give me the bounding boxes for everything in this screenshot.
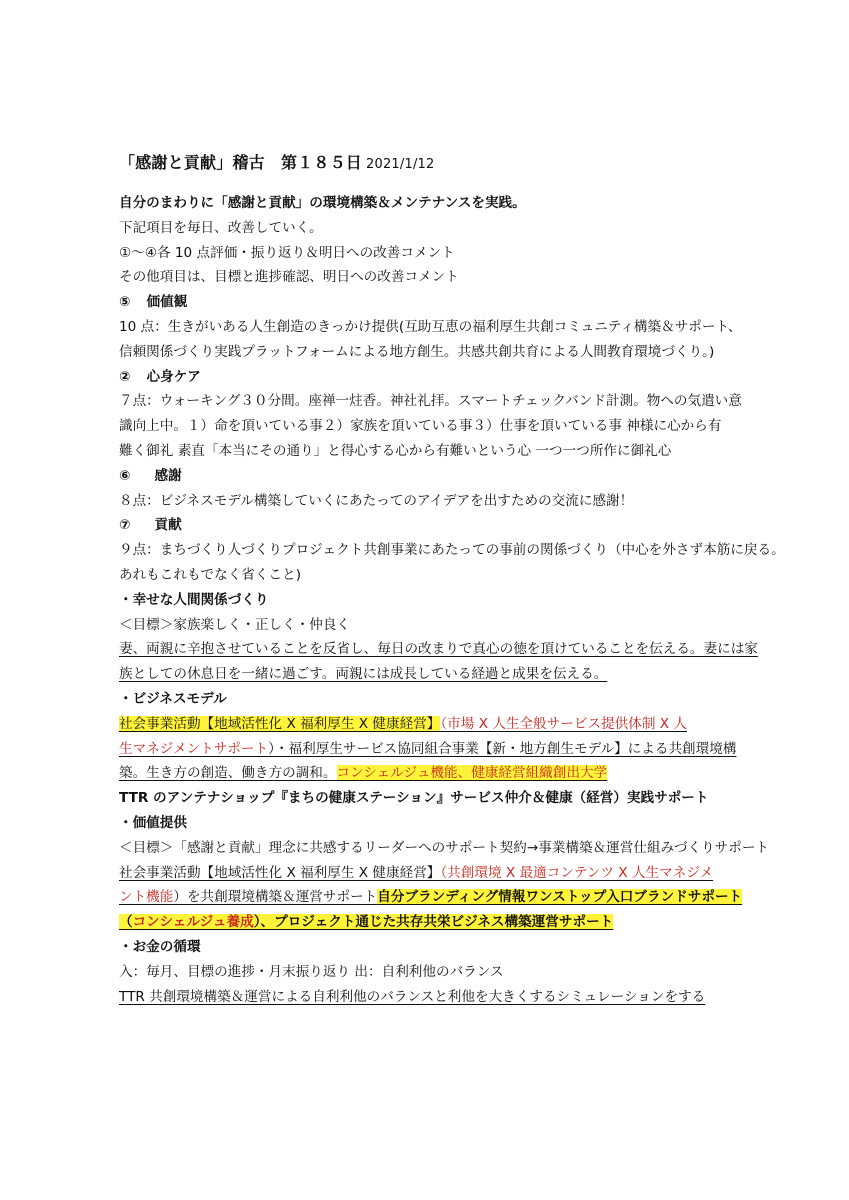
kansha-label: 感謝: [154, 467, 182, 484]
value-line-1: [119, 861, 759, 886]
value-goal: ＜目標＞「感謝と貢献」理念に共感するリーダーへのサポート契約→事業構築＆運営仕組みづくりサポート: [119, 839, 770, 856]
shinshin-number: ②: [119, 368, 131, 385]
value-heading: ・価値提供: [119, 814, 187, 831]
shinshin-line-1: ７点：ウォーキング３０分間。座禅一炷香。神社礼拝。スマートチェックバンド計測。物への気遣い意: [119, 393, 742, 410]
value-text-2: ）を共創環境構築＆運営サポート: [173, 889, 378, 906]
business-highlight-1: 社会事業活動【地域活性化 X 福利厚生 X 健康経営】: [119, 715, 441, 732]
business-heading: ・ビジネスモデル: [119, 690, 227, 707]
intro-line-2: ①～④各 10 点評価・振り返り＆明日への改善コメント: [119, 244, 455, 261]
value-red-2: ント機能: [119, 889, 174, 906]
relations-line-2: 族としての休息日を一緒に過ごす。両親には成長している経過と成果を伝える。: [119, 666, 608, 683]
kouken-line-1: ９点：まちづくり人づくりプロジェクト共創事業にあたっての事前の関係づくり（中心を外さず本筋に戻る。: [119, 542, 785, 559]
relations-line-1: 妻、両親に辛抱させていることを反省し、毎日の改まりで真心の徳を頂けていることを伝える。妻には家: [119, 641, 758, 658]
money-line-2: TTR 共創環境構築＆運営による自利利他のバランスと利他を大きくするシミュレーションをする: [119, 988, 706, 1005]
kachikan-label: 価値観: [146, 294, 188, 311]
business-line-3: [119, 761, 759, 786]
intro-line-1: 下記項目を毎日、改善していく。: [119, 219, 323, 236]
intro-heading: 自分のまわりに「感謝と貢献」の環境構築＆メンテナンスを実践。: [119, 195, 526, 211]
value-red-1: （共創環境 X 最適コンテンツ X 人生マネジメ: [440, 864, 714, 881]
relations-heading: ・幸せな人間関係づくり: [119, 591, 269, 608]
page-title: [119, 150, 759, 173]
value-text-1: 社会事業活動【地域活性化 X 福利厚生 X 健康経営】: [119, 864, 441, 881]
title-main: 「感謝と貢献」稽古 第１８５日: [119, 153, 363, 172]
kansha-line-1: ８点：ビジネスモデル構築していくにあたってのアイデアを出すための交流に感謝！: [119, 492, 634, 509]
business-red-1: （市場 X 人生全般サービス提供体制 X 人: [440, 715, 687, 732]
kachikan-number: ⑤: [119, 294, 131, 311]
business-red-2: 生マネジメントサポート: [119, 740, 269, 757]
kachikan-line-2: 信頼関係づくり実践プラットフォームによる地方創生。共感共創共育による人間教育環境づくり。): [119, 343, 715, 360]
value-paren-open: （: [119, 914, 133, 931]
kouken-number: ⑦: [119, 517, 131, 534]
kouken-heading: [119, 513, 759, 538]
kachikan-heading: [119, 290, 759, 315]
kouken-label: 貢献: [154, 517, 182, 534]
value-highlight-2: 自分ブランディング情報ワンストップ入口ブランドサポート: [377, 889, 743, 906]
business-text-2: ）・福利厚生サービス協同組合事業【新・地方創生モデル】による共創環境構: [268, 740, 737, 757]
value-line-3: [119, 910, 759, 935]
money-heading: ・お金の循環: [119, 938, 201, 955]
kachikan-line-1: 10 点：生きがいある人生創造のきっかけ提供(互助互恵の福利厚生共創コミュニティ構築＆サポート、: [119, 318, 742, 335]
intro-line-3: その他項目は、目標と進捗確認、明日への改善コメント: [119, 269, 459, 286]
shinshin-heading: [119, 365, 759, 390]
money-line-1: 入：毎月、目標の進捗・月末振り返り 出：自利利他のバランス: [119, 963, 504, 980]
relations-goal: ＜目標＞家族楽しく・正しく・仲良く: [119, 616, 351, 633]
business-line-2: [119, 737, 759, 762]
kouken-line-2: あれもこれもでなく省くこと): [119, 566, 302, 583]
shinshin-label: 心身ケア: [146, 368, 201, 385]
title-date: 2021/1/12: [366, 157, 435, 172]
value-highlight-3: ）、プロジェクト通じた共存共栄ビジネス構築運営サポート: [253, 914, 614, 931]
document-page: [119, 150, 785, 1009]
business-highlight-red-3: コンシェルジュ機能、健康経営組織創出大学: [336, 765, 608, 782]
ttr-antenna-line: TTR のアンテナショップ『まちの健康ステーション』サービス仲介＆健康（経営）実践サポート: [119, 790, 709, 807]
shinshin-line-2: 識向上中。１）命を頂いている事２）家族を頂いている事３）仕事を頂いている事 神様に心から有: [119, 418, 722, 435]
value-red-3: コンシェルジュ養成: [132, 914, 254, 931]
kansha-heading: [119, 464, 759, 489]
shinshin-line-3: 難く御礼 素直「本当にその通り」と得心する心から有難いという心 一つ一つ所作に御礼心: [119, 442, 672, 459]
value-line-2: [119, 885, 759, 910]
kansha-number: ⑥: [119, 467, 131, 484]
business-text-3: 築。生き方の創造、働き方の調和。: [119, 765, 337, 782]
business-line-1: [119, 712, 759, 737]
